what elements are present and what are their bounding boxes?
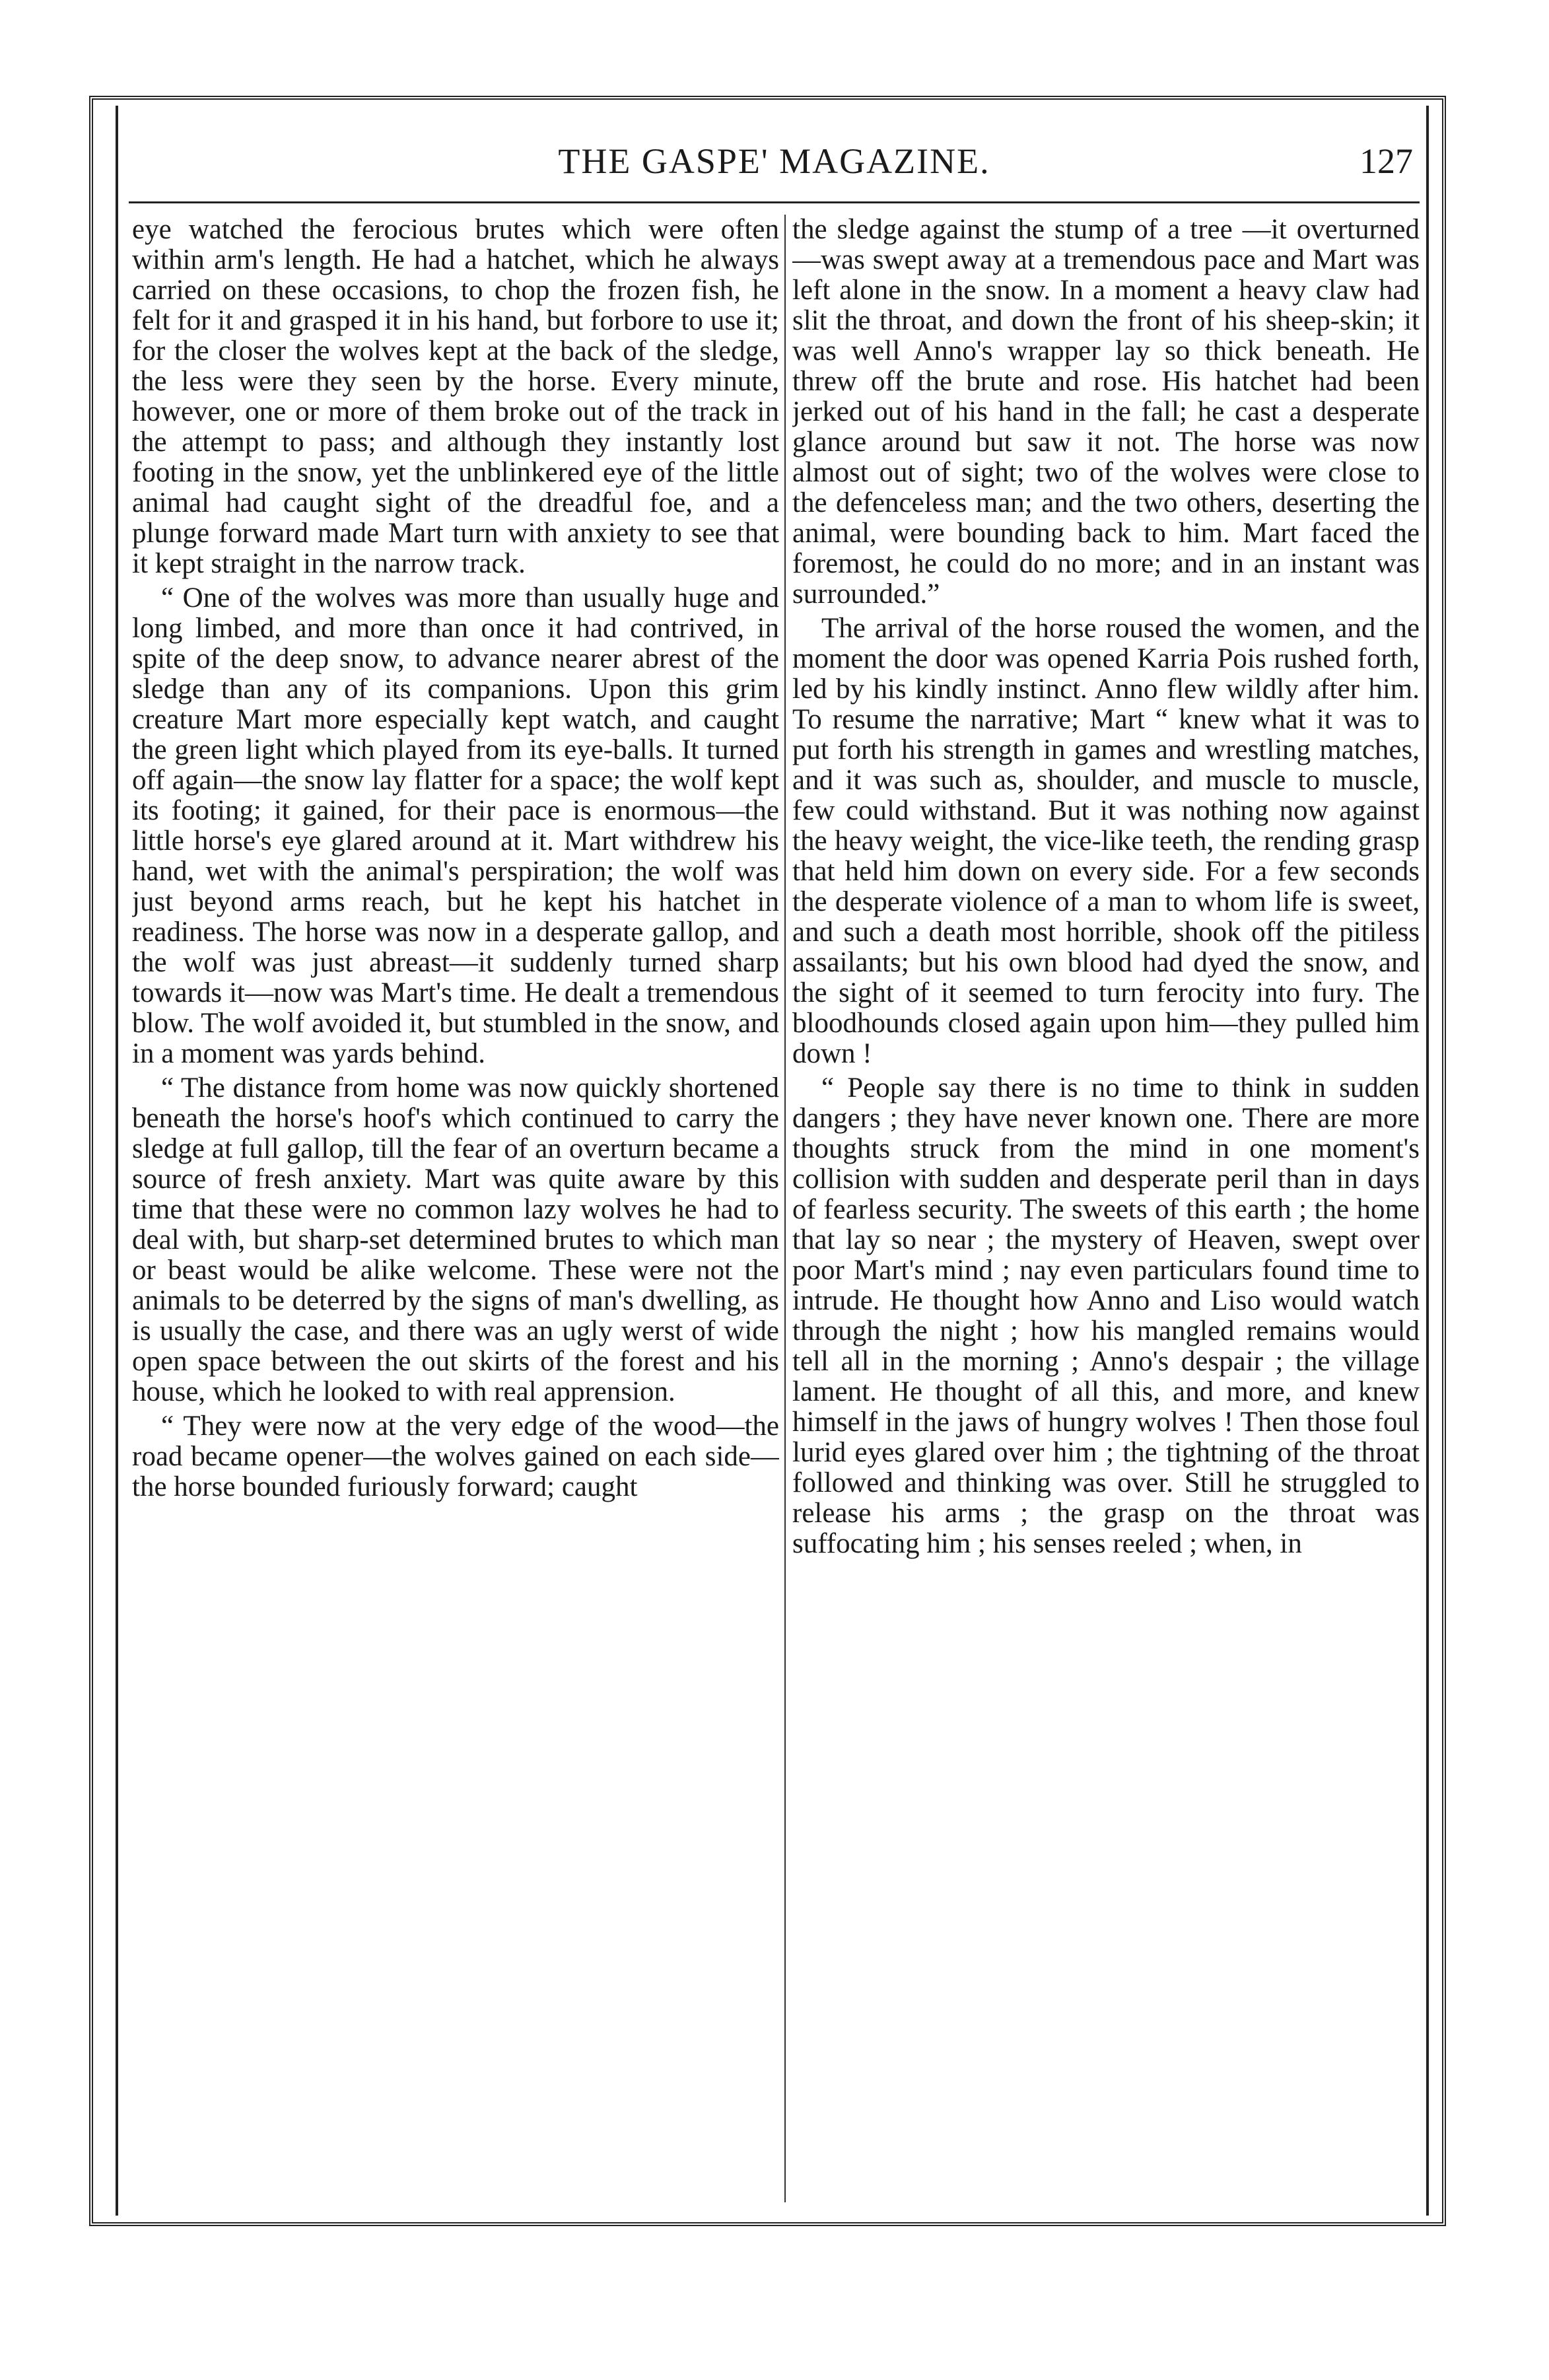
left-column: [132, 215, 779, 2202]
running-header: [129, 135, 1420, 188]
paragraph: “ The distance from home was now quickly shortened beneath the horse's hoof's which continued to carry the sledge at full gallop, till the fear of an overturn became a source of fresh anxiety. Mart was quite aware by this time that these were no common lazy wolves he had to deal with, but sharp-set determined brutes to which man or beast would be alike welcome. These were not the animals to be deterred by the signs of man's dwelling, as is usually the case, and there was an ugly werst of wide open space between the out skirts of the forest and his house, which he looked to with real apprension.: [132, 1072, 779, 1407]
paragraph: eye watched the ferocious brutes which were often within arm's length. He had a hatchet, which he always carried on these occasions, to chop the frozen fish, he felt for it and grasped it in his hand, but forbore to use it; for the closer the wolves kept at the back of the sledge, the less were they seen by the horse. Every minute, however, one or more of them broke out of the track in the attempt to pass; and although they instantly lost footing in the snow, yet the unblinkered eye of the little animal had caught sight of the dreadful foe, and a plunge forward made Mart turn with anxiety to see that it kept straight in the narrow track.: [132, 215, 779, 579]
paragraph: the sledge against the stump of a tree —it overturned—was swept away at a tremendous pace and Mart was left alone in the snow. In a moment a heavy claw had slit the throat, and down the front of his sheep-skin; it was well Anno's wrapper lay so thick beneath. He threw off the brute and rose. His hatchet had been jerked out of his hand in the fall; he cast a desperate glance around but saw it not. The horse was now almost out of sight; two of the wolves were close to the defenceless man; and the two others, deserting the animal, were bounding back to him. Mart faced the foremost, he could do no more; and in an instant was surrounded.”: [792, 215, 1420, 610]
paragraph: “ One of the wolves was more than usually huge and long limbed, and more than once it had contrived, in spite of the deep snow, to advance nearer abrest of the sledge than any of its companions. Upon this grim creature Mart more especially kept watch, and caught the green light which played from its eye-balls. It turned off again—the snow lay flatter for a space; the wolf kept its footing; it gained, for their pace is enormous—the little horse's eye glared around at it. Mart withdrew his hand, wet with the animal's perspiration; the wolf was just beyond arms reach, but he kept his hatchet in readiness. The horse was now in a desperate gallop, and the wolf was just abreast—it suddenly turned sharp towards it—now was Mart's time. He dealt a tremendous blow. The wolf avoided it, but stumbled in the snow, and in a moment was yards behind.: [132, 582, 779, 1069]
right-border-rule: [1426, 106, 1429, 2216]
column-divider: [784, 215, 786, 2202]
magazine-title: THE GASPE' MAGAZINE.: [558, 141, 990, 181]
right-column: [792, 215, 1420, 2202]
page-number: 127: [1360, 141, 1413, 181]
header-rule: [129, 201, 1420, 203]
paragraph: “ People say there is no time to think in sudden dangers ; they have never known one. There are more thoughts struck from the mind in one moment's collision with sudden and desperate peril than in days of fearless security. The sweets of this earth ; the home that lay so near ; the mystery of Heaven, swept over poor Mart's mind ; nay even particulars found time to intrude. He thought how Anno and Liso would watch through the night ; how his mangled remains would tell all in the morning ; Anno's despair ; the village lament. He thought of all this, and more, and knew himself in the jaws of hungry wolves ! Then those foul lurid eyes glared over him ; the tightning of the throat followed and thinking was over. Still he struggled to release his arms ; the grasp on the throat was suffocating him ; his senses reeled ; when, in: [792, 1072, 1420, 1559]
left-border-rule: [116, 106, 118, 2216]
paragraph: “ They were now at the very edge of the wood—the road became opener—the wolves gained on each side—the horse bounded furiously forward; caught: [132, 1411, 779, 1502]
paragraph: The arrival of the horse roused the women, and the moment the door was opened Karria Pois rushed forth, led by his kindly instinct. Anno flew wildly after him. To resume the narrative; Mart “ knew what it was to put forth his strength in games and wrestling matches, and it was such as, shoulder, and muscle to muscle, few could withstand. But it was nothing now against the heavy weight, the vice-like teeth, the rending grasp that held him down on every side. For a few seconds the desperate violence of a man to whom life is sweet, and such a death most horrible, shook off the pitiless assailants; but his own blood had dyed the snow, and the sight of it seemed to turn ferocity into fury. The bloodhounds closed again upon him—they pulled him down !: [792, 613, 1420, 1069]
